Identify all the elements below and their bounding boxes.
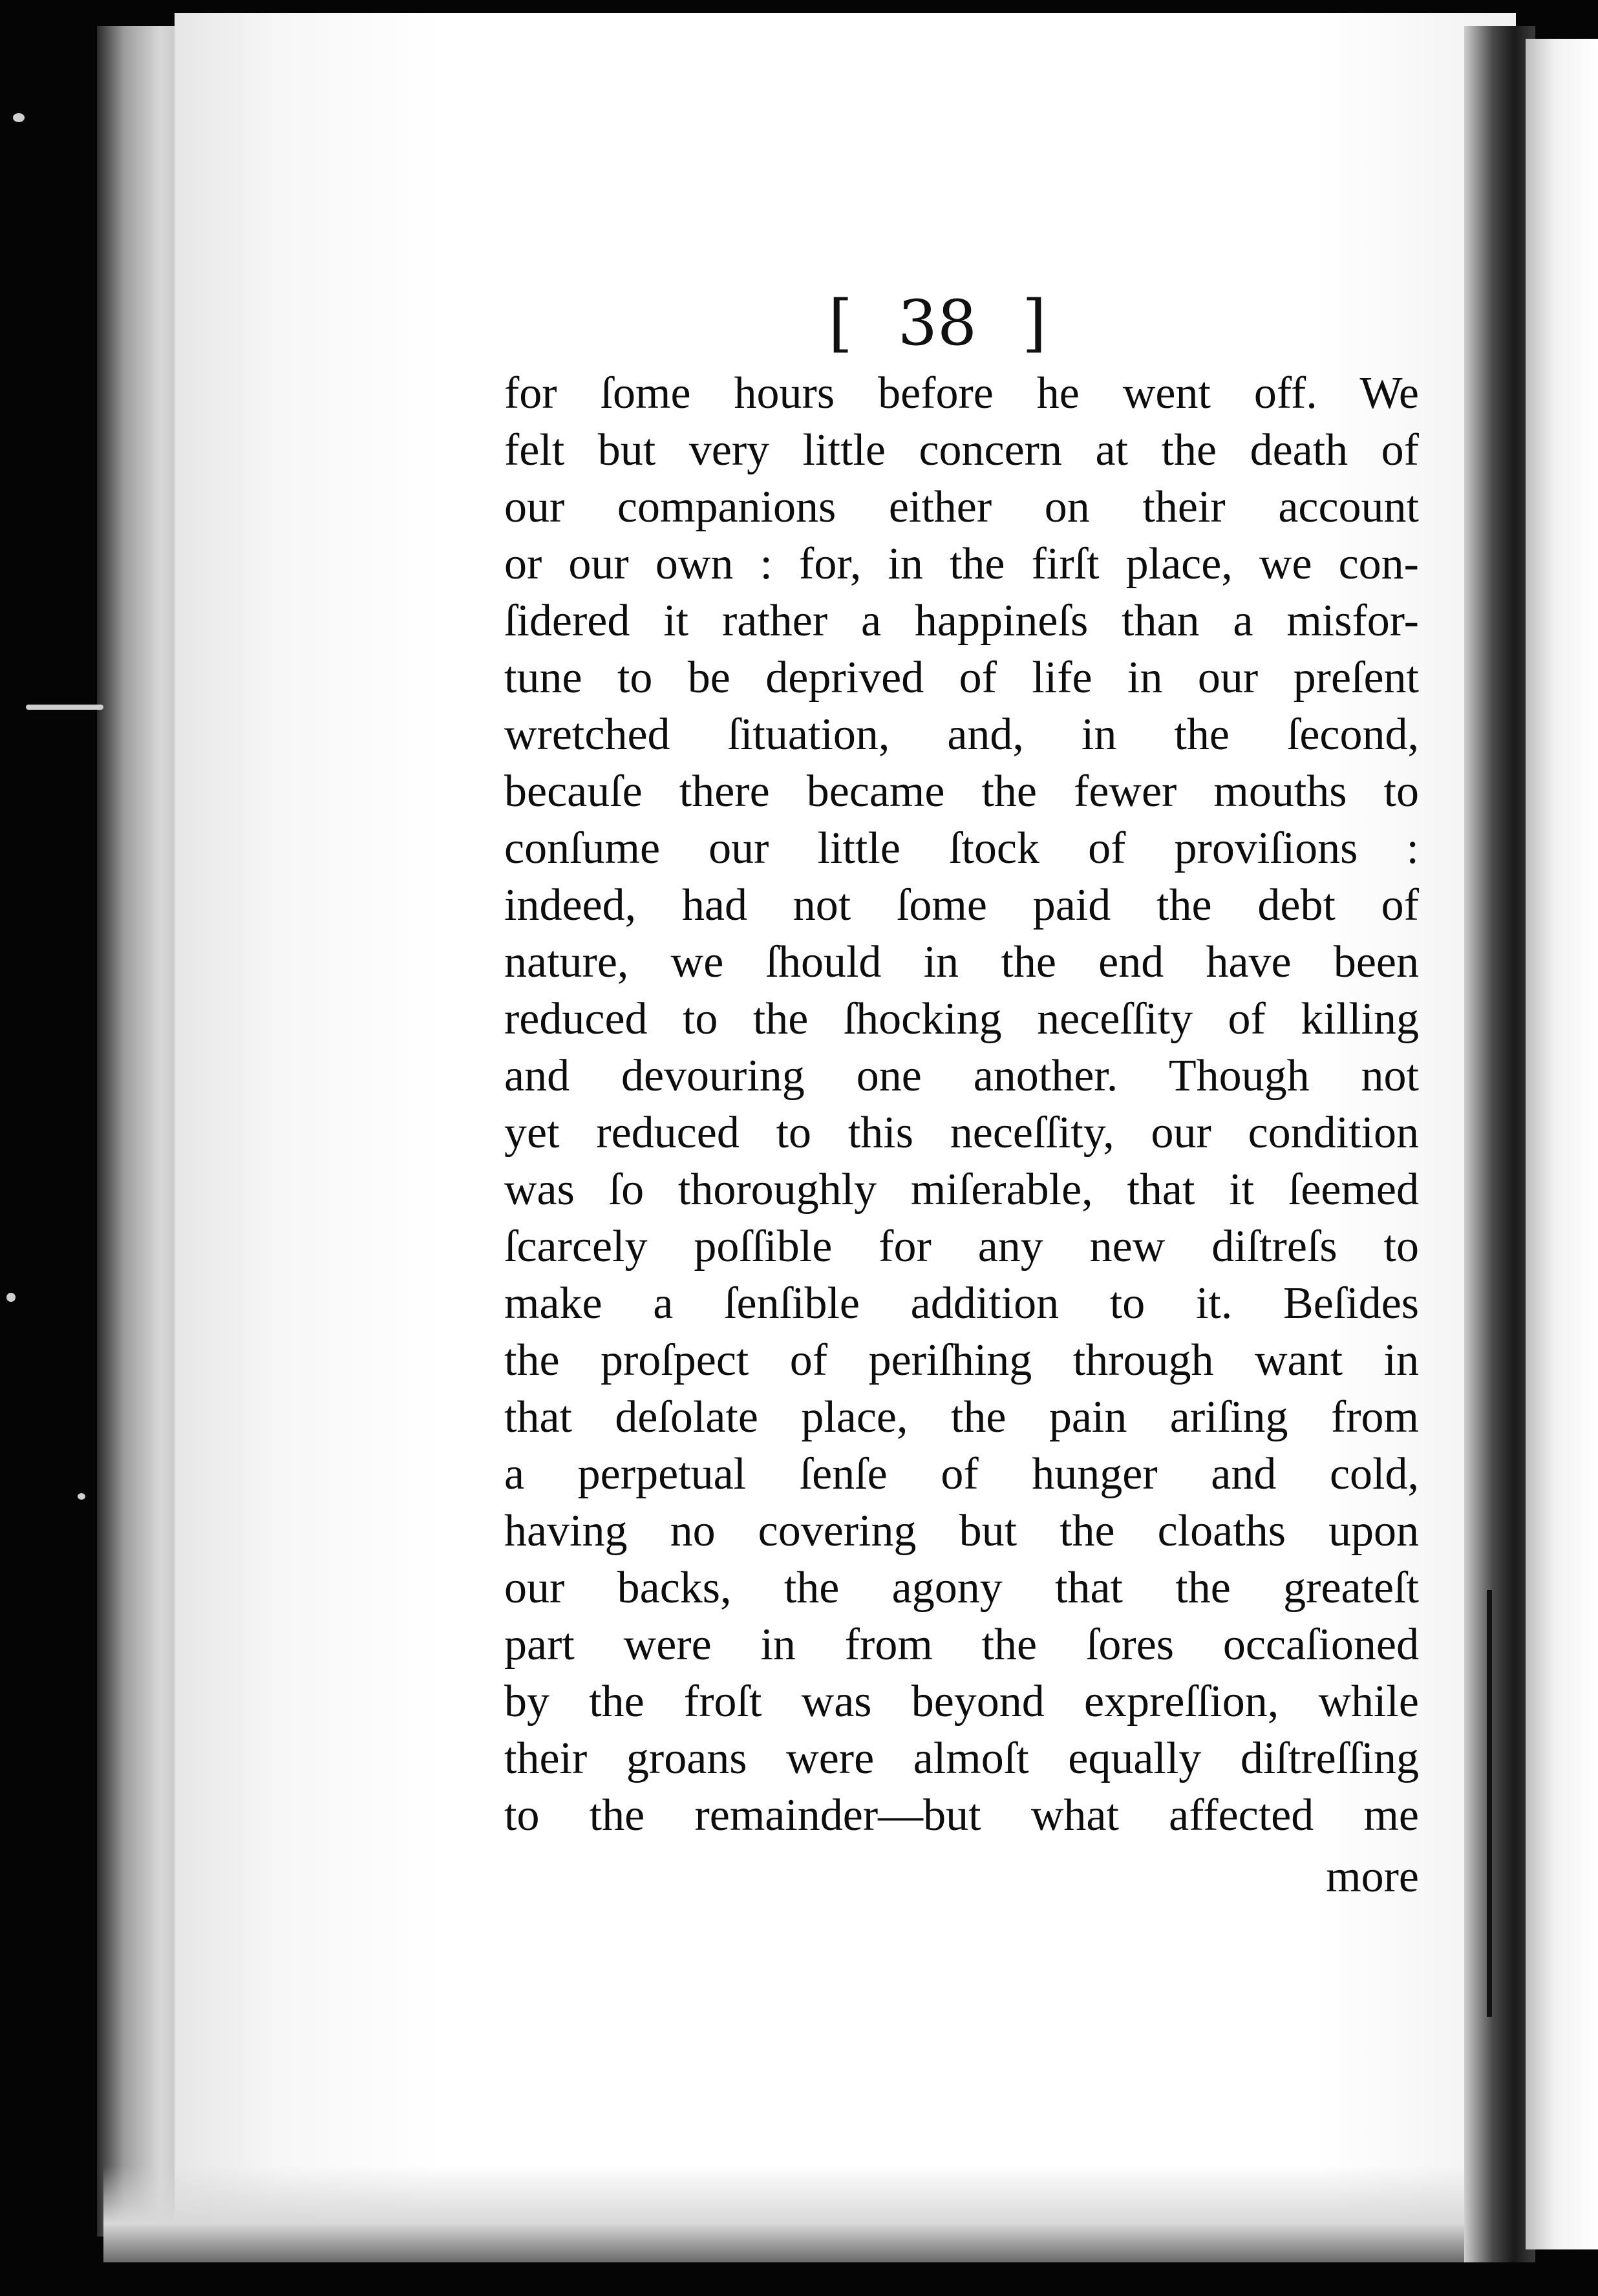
binding-gutter xyxy=(1464,26,1535,2262)
dust-speck xyxy=(78,1493,85,1500)
text-line: to the remainder—but what affected me xyxy=(504,1791,1419,1840)
text-line: by the froſt was beyond expreſſion, while xyxy=(504,1677,1419,1727)
text-line: that deſolate place, the pain ariſing from xyxy=(504,1392,1419,1442)
text-line: our backs, the agony that the greateſt xyxy=(504,1563,1419,1613)
text-line: ſidered it rather a happineſs than a misfor- xyxy=(504,596,1419,646)
page-number-value: 38 xyxy=(897,287,977,359)
text-line: conſume our little ſtock of proviſions : xyxy=(504,824,1419,873)
text-line: having no covering but the cloaths upon xyxy=(504,1506,1419,1556)
text-line: reduced to the ſhocking neceſſity of killing xyxy=(504,994,1419,1044)
text-line: felt but very little concern at the death of xyxy=(504,425,1419,475)
dust-speck xyxy=(13,113,25,122)
page-number-close-bracket: ] xyxy=(1022,287,1047,359)
text-line: and devouring one another. Though not xyxy=(504,1051,1419,1101)
dust-speck xyxy=(6,1293,16,1302)
left-page-edge xyxy=(97,26,187,2237)
catchword: more xyxy=(1326,1852,1419,1902)
text-line: indeed, had not ſome paid the debt of xyxy=(504,880,1419,930)
text-line: wretched ſituation, and, in the ſecond, xyxy=(504,710,1419,760)
text-line: the proſpect of periſhing through want in xyxy=(504,1335,1419,1385)
adjacent-leaf xyxy=(1526,39,1598,2249)
text-line: was ſo thoroughly miſerable, that it ſeemed xyxy=(504,1165,1419,1215)
text-line: their groans were almoſt equally diſtreſſing xyxy=(504,1734,1419,1783)
dust-speck xyxy=(26,705,103,710)
text-line: our companions either on their account xyxy=(504,482,1419,532)
gutter-crack xyxy=(1487,1590,1492,2017)
text-line: or our own : for, in the firſt place, we con- xyxy=(504,539,1419,589)
text-line: for ſome hours before he went off. We xyxy=(504,368,1419,418)
text-line: becauſe there became the fewer mouths to xyxy=(504,767,1419,816)
page-bottom-shadow xyxy=(103,2165,1519,2262)
text-line: nature, we ſhould in the end have been xyxy=(504,937,1419,987)
text-line: part were in from the ſores occaſioned xyxy=(504,1620,1419,1670)
text-line: a perpetual ſenſe of hunger and cold, xyxy=(504,1449,1419,1499)
page-number xyxy=(743,278,1131,368)
body-text xyxy=(504,365,1419,1844)
page-number-open-bracket: [ xyxy=(828,287,853,359)
text-line: tune to be deprived of life in our preſent xyxy=(504,653,1419,703)
text-line: yet reduced to this neceſſity, our condition xyxy=(504,1108,1419,1158)
text-line: ſcarcely poſſible for any new diſtreſs to xyxy=(504,1222,1419,1271)
text-line: make a ſenſible addition to it. Beſides xyxy=(504,1279,1419,1328)
